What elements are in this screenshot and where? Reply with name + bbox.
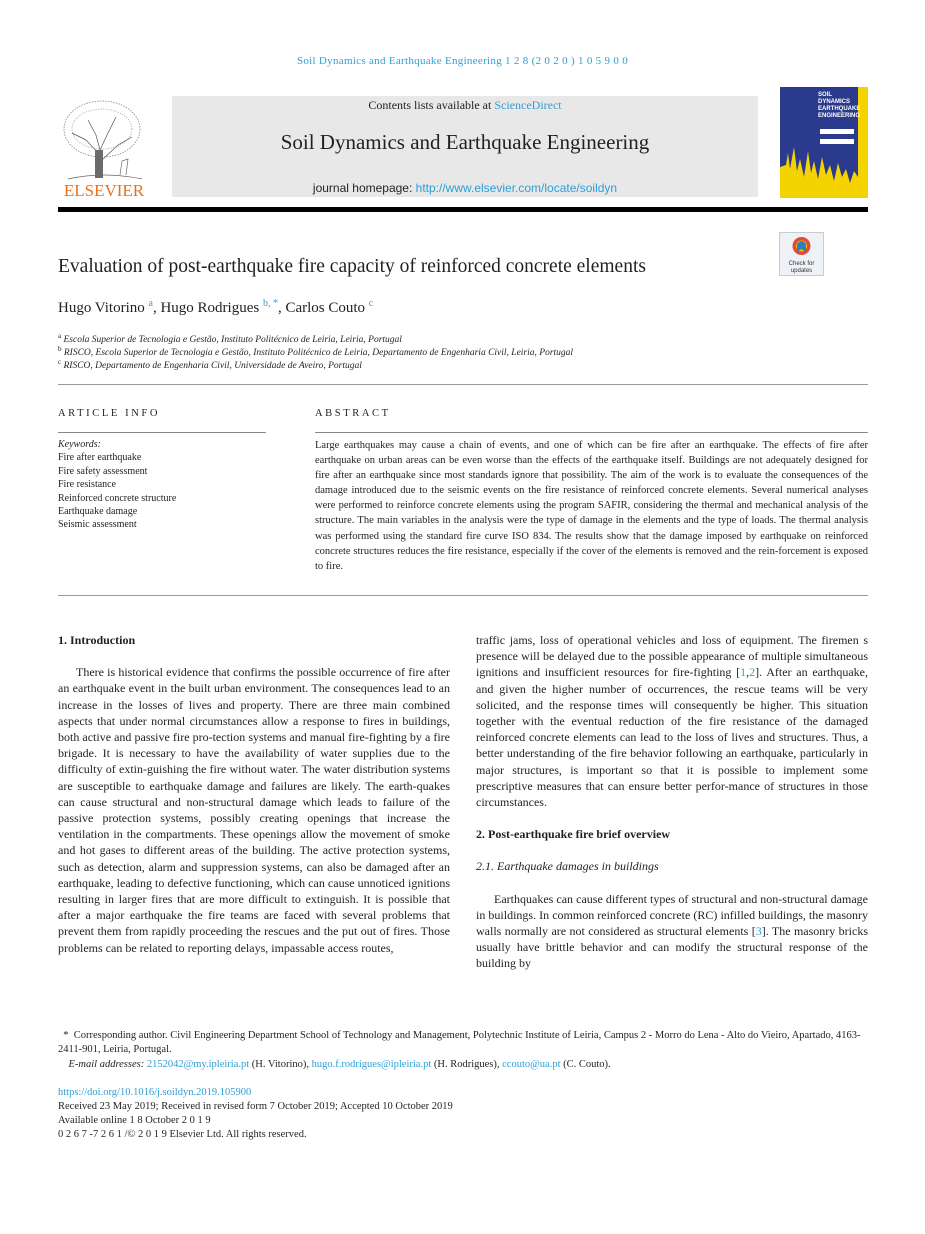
contents-prefix: Contents lists available at	[368, 98, 495, 112]
doi-link[interactable]: https://doi.org/10.1016/j.soildyn.2019.105900	[58, 1087, 252, 1098]
keyword: Fire safety assessment	[58, 465, 148, 477]
check-for-updates-badge[interactable]	[779, 232, 824, 276]
author-affil-mark[interactable]: a	[148, 298, 153, 309]
article-info-heading: ARTICLE INFO	[58, 408, 161, 419]
section-heading: 2. Post-earthquake fire brief overview	[476, 827, 671, 842]
email-line: E-mail addresses: 2152042@my.ipleiria.pt (H. Vitorino), hugo.f.rodrigues@ipleiria.pt (H. Rodrigues), ccouto@ua.pt (C. Couto).	[68, 1059, 611, 1070]
keyword: Earthquake damage	[58, 506, 138, 518]
author-name[interactable]: Carlos Couto	[285, 300, 366, 316]
available-online: Available online 1 8 October 2 0 1 9	[58, 1115, 211, 1126]
corresponding-author-note: * Corresponding author. Civil Engineering Department School of Technology and Management, Polytechnic Institute of Leiria, Campus 2 - Morro do Lena - Alto do Vieiro, Apartado, 4163-2411-901, Leiria, Portugal.	[58, 1030, 861, 1056]
journal-title: Soil Dynamics and Earthquake Engineering	[280, 130, 650, 154]
homepage-prefix: journal homepage:	[312, 181, 416, 195]
subsection-heading: 2.1. Earthquake damages in buildings	[476, 859, 659, 874]
email-link[interactable]: 2152042@my.ipleiria.pt	[146, 1059, 250, 1070]
abstract-text: Large earthquakes may cause a chain of events, and one of which can be fire after an earthquake. The effects of fire after earthquake on urban areas can be even worse than the effects of the earthquake itself. Buildings are not adequately designed for fire after an earthquake since most standards ignore that possibility. The aim of the work is to evaluate the consequences of the damage introduced due to the seismic events on the fire resistance of reinforced concrete elements. Several numerical analyses were performed to reinforce concrete elements using the program SAFIR, considering the thermal and mechanical analysis of the structure. The main variables in the analysis were the type of damage in the elements and the type of loads. The thermal analysis was performed using the standard fire curve ISO 834. The results show that the damage imposed by earthquake on reinforced concrete structures reduces the fire resistance, especially if the cover of the elements is removed and the rein-forcement is exposed to fire.	[315, 440, 868, 572]
divider	[315, 432, 868, 433]
author-affil-mark[interactable]: c	[368, 298, 374, 309]
author-name[interactable]: Hugo Vitorino	[58, 300, 145, 316]
body-right-column	[476, 632, 868, 972]
svg-text:ENGINEERING: ENGINEERING	[818, 113, 861, 119]
author-affil-mark[interactable]: b, *	[262, 298, 278, 309]
article-title: Evaluation of post-earthquake fire capacity of reinforced concrete elements	[58, 256, 646, 277]
divider	[58, 432, 266, 433]
affiliation: $^a$ Escola Superior de Tecnologia e Gestão, Instituto Politécnico de Leiria, Leiria, Portugal	[58, 332, 402, 345]
svg-text:DYNAMICS: DYNAMICS	[818, 99, 851, 105]
svg-text:SOIL: SOIL	[818, 92, 833, 98]
citation-link[interactable]: 2	[749, 665, 756, 680]
keyword: Reinforced concrete structure	[58, 492, 177, 504]
email-link[interactable]: hugo.f.rodrigues@ipleiria.pt	[311, 1059, 432, 1070]
svg-text:ELSEVIER: ELSEVIER	[63, 181, 145, 200]
abstract-heading: ABSTRACT	[315, 408, 391, 419]
affiliation: $^b$ RISCO, Escola Superior de Tecnologia e Gestão, Instituto Politécnico de Leiria, Departamento de Engenharia Civil, Leiria, Portugal	[58, 345, 574, 358]
citation-link[interactable]: 1	[740, 665, 747, 680]
received-dates: Received 23 May 2019; Received in revised form 7 October 2019; Accepted 10 October 2019	[58, 1101, 453, 1112]
keywords-block	[58, 438, 176, 532]
paragraph: traffic jams, loss of operational vehicles and loss of equipment. The firemen s presence will be delayed due to the possible appearance of multiple simultaneous ignitions and insufficient resources for fire-fighting [1,2]. After an earthquake, and given the higher number of occurrences, the rescue teams will be very solicited, and the response times will consequently be higher. This situation together with the eventual reduction of the fire resistance of the damaged reinforced concrete elements can lead to the loss of lives and structures. Thus, a better understanding of the fire behavior following an earthquake, particularly in major structures, is important so that it is possible to implement some prescriptive measures that can ensure better perfor-mance of structures in those circumstances.	[476, 633, 868, 810]
section-heading: 1. Introduction	[58, 633, 136, 647]
author-name[interactable]: Hugo Rodrigues	[160, 300, 260, 316]
divider	[58, 384, 868, 385]
body-left-column	[58, 632, 450, 956]
svg-text:updates: updates	[790, 268, 813, 274]
check-updates-icon	[779, 232, 824, 276]
copyright: 0 2 6 7 -7 2 6 1 /© 2 0 1 9 Elsevier Ltd. All rights reserved.	[58, 1129, 307, 1140]
svg-text:Check for: Check for	[788, 261, 815, 267]
elsevier-logo	[58, 95, 150, 201]
sciencedirect-link[interactable]: ScienceDirect	[494, 98, 562, 112]
author-list: Hugo Vitorino $^a$, Hugo Rodrigues $^{b, *}$, Carlos Couto $^c$	[58, 298, 374, 316]
journal-cover-image	[780, 87, 868, 198]
svg-text:EARTHQUAKE: EARTHQUAKE	[818, 106, 861, 112]
divider	[58, 595, 868, 596]
elsevier-tree-icon	[58, 95, 150, 201]
affiliation: $^c$ RISCO, Departamento de Engenharia Civil, Universidade de Aveiro, Portugal	[58, 358, 362, 371]
paragraph: Earthquakes can cause different types of structural and non-structural damage in buildings. In common reinforced concrete (RC) infilled buildings, the masonry walls normally are not considered as structural elements [3]. The masonry bricks usually have brittle behavior and can modify the structural response of the building by	[476, 891, 869, 971]
journal-banner	[172, 96, 758, 197]
contents-line	[172, 98, 758, 113]
citation-link[interactable]: 3	[755, 924, 762, 939]
header-rule	[58, 207, 868, 212]
keywords-label: Keywords:	[58, 439, 101, 450]
keyword: Fire resistance	[58, 479, 117, 491]
keyword: Fire after earthquake	[58, 452, 142, 464]
keyword: Seismic assessment	[58, 519, 137, 531]
journal-citation-link[interactable]: Soil Dynamics and Earthquake Engineering 1 2 8 (2 0 2 0 ) 1 0 5 9 0 0	[296, 55, 629, 67]
paragraph: There is historical evidence that confirms the possible occurrence of fire after an earthquake event in the built urban environment. The consequences lead to an increase in the losses of lives and property. There are three main combined aspects that under normal circumstances allow a response to fires in buildings, both active and passive fire pro-tection systems and manual fire-fighting by a fire brigade. It is necessary to have the availability of water supplies due to the difficulty of extin-guishing the fire without water. The water distribution systems are susceptible to earthquake damage and failures are likely. The earth-quakes can cause structural and non-structural damage which leads to failure of the passive protection systems, possibly creating openings that increase the ventilation in the compartments. These openings allow the movement of smoke and hot gases to different areas of the building. The active protection systems, such as detection, alarm and suppression systems, can also be damaged after an earthquake, leading to defective functioning, which can cause unnoticed ignitions resulting in larger fires that are more difficult to extinguish. It is possible that after a major earthquake the fire teams are faced with several problems that prevent them from rapidly proceeding the rescues and the put out of fires. Those problems can be related to reporting delays, impassable access routes,	[58, 665, 450, 955]
email-link[interactable]: ccouto@ua.pt	[502, 1059, 561, 1070]
homepage-line	[172, 181, 758, 195]
homepage-link[interactable]: http://www.elsevier.com/locate/soildyn	[415, 181, 618, 195]
